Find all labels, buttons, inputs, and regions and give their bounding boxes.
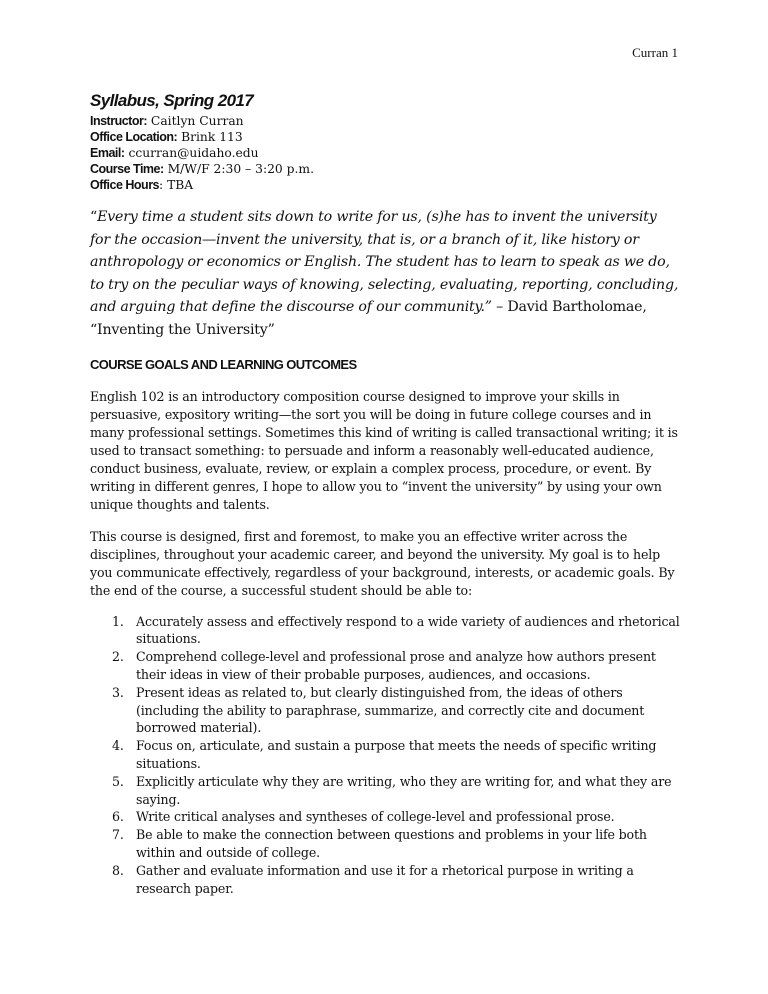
list-item-number: 3. <box>112 684 124 700</box>
info-row-email <box>90 145 680 161</box>
info-label: Email: <box>90 146 125 160</box>
list-item-text: Explicitly articulate why they are writing, who they are writing for, and what they are saying. <box>136 773 672 807</box>
list-item-text: Gather and evaluate information and use it for a rhetorical purpose in writing a research paper. <box>136 862 634 896</box>
quote-attribution: – David Bartholomae, “Inventing the University” <box>90 299 647 338</box>
list-item-number: 4. <box>112 738 124 754</box>
list-item-number: 7. <box>112 827 124 843</box>
document-body <box>90 90 680 897</box>
info-label: Office Location: <box>90 130 178 144</box>
info-value: Brink 113 <box>181 130 243 144</box>
list-item-number: 2. <box>112 649 124 665</box>
course-info <box>90 113 680 193</box>
list-item-text: Present ideas as related to, but clearly distinguished from, the ideas of others (including the ability to paraphrase, summarize, and correctly cite and document borrowed material). <box>136 684 645 736</box>
info-row-course-time <box>90 161 680 177</box>
list-item-text: Be able to make the connection between questions and problems in your life both within and outside of college. <box>136 827 647 860</box>
info-row-office-hours <box>90 177 680 193</box>
list-item <box>90 862 680 898</box>
list-item <box>90 684 680 737</box>
info-value: : TBA <box>159 178 194 192</box>
list-item-text: Focus on, articulate, and sustain a purpose that meets the needs of specific writing situations. <box>136 738 657 771</box>
info-value: Caitlyn Curran <box>150 114 244 128</box>
outcomes-list <box>90 613 680 898</box>
list-item-text: Write critical analyses and syntheses of college-level and professional prose. <box>136 809 615 825</box>
list-item <box>90 737 680 773</box>
section-heading: COURSE GOALS AND LEARNING OUTCOMES <box>90 357 357 372</box>
list-item-number: 5. <box>112 773 124 789</box>
list-item-number: 6. <box>112 809 124 825</box>
info-label: Course Time: <box>90 162 164 176</box>
list-item <box>90 648 680 684</box>
paragraph-intro: English 102 is an introductory composition course designed to improve your skills in persuasive, expository writing—the sort you will be doing in future college courses and in many professional settings. Sometimes this kind of writing is called transactional writing; it is used to transact something: to persuade and inform a reasonably well-educated audience, conduct business, evaluate, review, or explain a complex process, procedure, or event. By writing in different genres, I hope to allow you to “invent the university” by using your own unique thoughts and talents. <box>90 389 678 512</box>
quote-open-mark: “ <box>90 209 98 225</box>
info-value: M/W/F 2:30 – 3:20 p.m. <box>167 162 314 176</box>
info-row-office-location <box>90 129 680 145</box>
list-item-number: 8. <box>112 862 124 878</box>
list-item-number: 1. <box>112 613 124 629</box>
list-item <box>90 773 680 809</box>
info-label: Office Hours <box>90 178 160 192</box>
epigraph-quote <box>90 206 680 341</box>
list-item-text: Accurately assess and effectively respond to a wide variety of audiences and rhetorical situations. <box>136 613 680 647</box>
quote-text: Every time a student sits down to write for us, (s)he has to invent the university for the occasion—invent the university, that is, or a branch of it, like history or anthropology or economics or English. The student has to learn to speak as we do, to try on the peculiar ways of knowing, selecting, evaluating, reporting, concluding, and arguing that define the discourse of our community.” <box>90 209 679 315</box>
page-title: Syllabus, Spring 2017 <box>90 91 254 110</box>
list-item <box>90 826 680 862</box>
info-row-instructor <box>90 113 680 129</box>
list-item-text: Comprehend college-level and professional prose and analyze how authors present their ideas in view of their probable purposes, audiences, and occasions. <box>136 649 656 682</box>
info-value: ccurran@uidaho.edu <box>128 146 259 160</box>
list-item <box>90 613 680 649</box>
paragraph-goals: This course is designed, first and foremost, to make you an effective writer across the disciplines, throughout your academic career, and beyond the university. My goal is to help you communicate effectively, regardless of your background, interests, or academic goals. By the end of the course, a successful student should be able to: <box>90 529 675 598</box>
list-item <box>90 808 680 826</box>
info-label: Instructor: <box>90 114 147 128</box>
running-head: Curran 1 <box>632 45 678 60</box>
